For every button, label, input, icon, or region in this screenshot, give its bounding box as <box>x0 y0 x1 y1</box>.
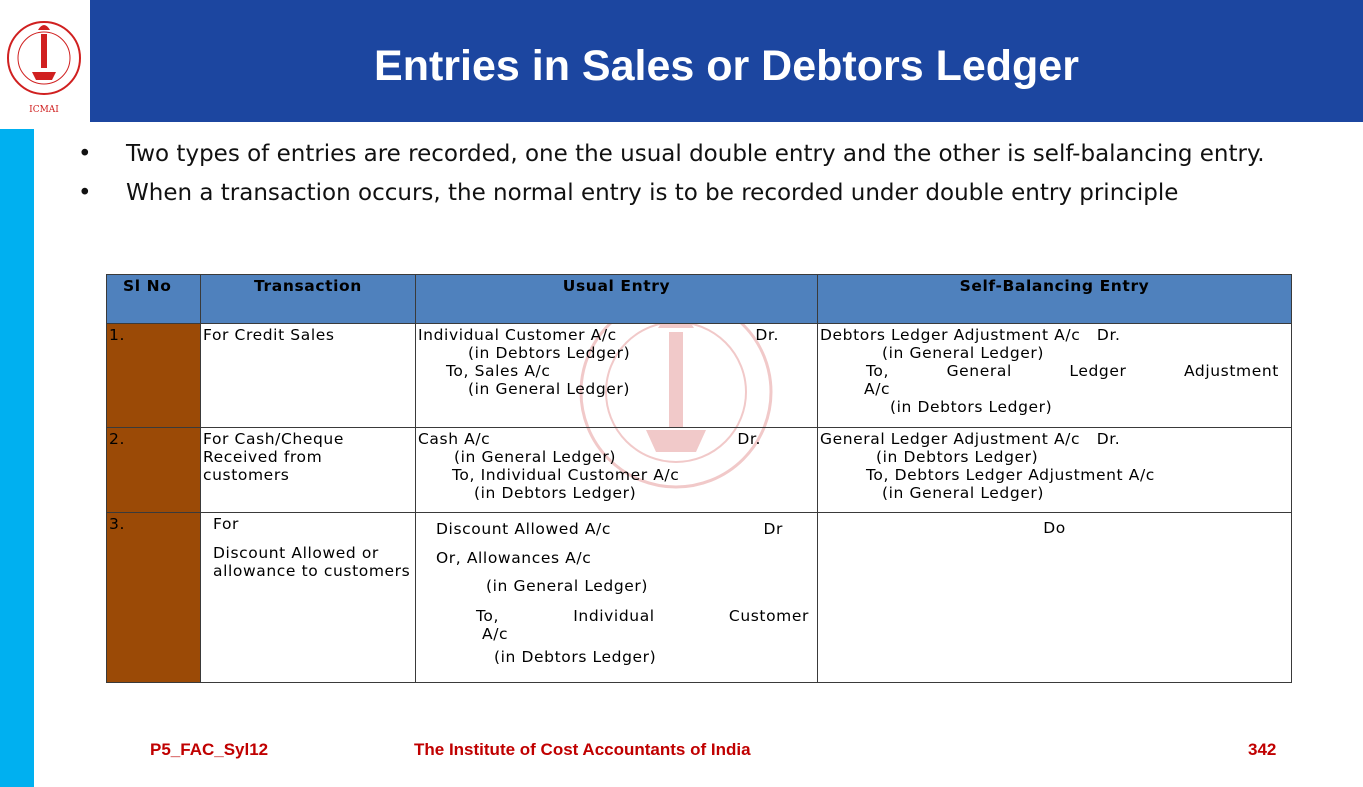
entry-line: (in General Ledger) <box>468 380 631 398</box>
footer-paper-code: P5_FAC_Syl12 <box>150 740 269 759</box>
transaction-cell: For Cash/Cheque Received from customers <box>201 428 416 513</box>
entry-word: Customer <box>728 606 809 625</box>
transaction-text: Discount Allowed or allowance to customers <box>213 544 411 580</box>
entry-line: Debtors Ledger Adjustment A/c <box>820 326 1081 344</box>
entry-line: Individual Customer A/c <box>418 326 617 344</box>
usual-entry-cell <box>416 428 818 513</box>
entry-dr: Dr. <box>1096 430 1121 448</box>
entry-line: (in Debtors Ledger) <box>890 398 1053 416</box>
header-transaction: Transaction <box>201 275 416 324</box>
bullet-text: Two types of entries are recorded, one the usual double entry and the other is self-balancing entry. <box>126 141 1265 167</box>
bullet-dot: • <box>78 180 92 206</box>
entry-line: General Ledger Adjustment A/c <box>820 430 1081 448</box>
entry-dr: Dr <box>763 520 783 538</box>
entry-dr: Dr. <box>737 430 761 448</box>
entry-line: Or, Allowances A/c <box>436 548 592 567</box>
transaction-cell: For Credit Sales <box>201 324 416 428</box>
bullet-list <box>78 139 1338 217</box>
entry-line: (in Debtors Ledger) <box>468 344 631 362</box>
table-row <box>107 324 1292 428</box>
transaction-cell <box>201 513 416 683</box>
entry-word: Adjustment <box>1183 362 1279 380</box>
entry-word: General <box>946 362 1012 380</box>
sl-cell: 3. <box>107 513 201 683</box>
entry-word: Individual <box>573 606 655 625</box>
institute-logo <box>0 0 88 125</box>
entry-line: (in General Ledger) <box>882 484 1045 502</box>
sl-cell: 1. <box>107 324 201 428</box>
bullet-item <box>78 139 1338 170</box>
self-balancing-cell: Do <box>818 513 1292 683</box>
footer-page-number: 342 <box>1248 740 1277 759</box>
entry-line: (in General Ledger) <box>882 344 1045 362</box>
svg-text:ICMAI: ICMAI <box>29 105 59 115</box>
bullet-text: When a transaction occurs, the normal entry is to be recorded under double entry principle <box>126 180 1179 206</box>
entry-line: (in Debtors Ledger) <box>494 647 657 666</box>
entry-line: To, Sales A/c <box>446 362 551 380</box>
entry-line: Discount Allowed A/c <box>436 520 611 538</box>
entry-line: A/c <box>864 380 891 398</box>
entry-word: To, <box>476 606 500 625</box>
ledger-entries-table <box>106 274 1292 683</box>
left-accent-bar <box>0 129 34 787</box>
slide-title: Entries in Sales or Debtors Ledger <box>374 41 1079 90</box>
entry-line: (in General Ledger) <box>486 577 649 595</box>
entry-line: (in Debtors Ledger) <box>876 448 1039 466</box>
header-sl-no: Sl No <box>107 275 201 324</box>
transaction-text: For <box>213 515 240 533</box>
entry-line: Cash A/c <box>418 430 491 448</box>
bullet-item <box>78 178 1338 209</box>
entry-word: Ledger <box>1069 362 1127 380</box>
self-balancing-cell <box>818 324 1292 428</box>
usual-entry-cell <box>416 513 818 683</box>
entry-line: (in Debtors Ledger) <box>474 484 637 502</box>
self-balancing-cell <box>818 428 1292 513</box>
header-usual-entry: Usual Entry <box>416 275 818 324</box>
entry-word: To, <box>866 362 890 380</box>
entry-line: To, Debtors Ledger Adjustment A/c <box>866 466 1155 484</box>
bullet-dot: • <box>78 141 92 167</box>
entry-dr: Dr. <box>1096 326 1121 344</box>
entry-line: To, Individual Customer A/c <box>452 466 680 484</box>
entry-line: A/c <box>482 624 509 643</box>
table-row <box>107 428 1292 513</box>
entry-line: (in General Ledger) <box>454 448 617 466</box>
table-header-row <box>107 275 1292 324</box>
table-row <box>107 513 1292 683</box>
entry-dr: Dr. <box>755 326 779 344</box>
header-self-balancing-entry: Self-Balancing Entry <box>818 275 1292 324</box>
usual-entry-cell <box>416 324 818 428</box>
sl-cell: 2. <box>107 428 201 513</box>
footer-institute-name: The Institute of Cost Accountants of India <box>414 740 751 759</box>
